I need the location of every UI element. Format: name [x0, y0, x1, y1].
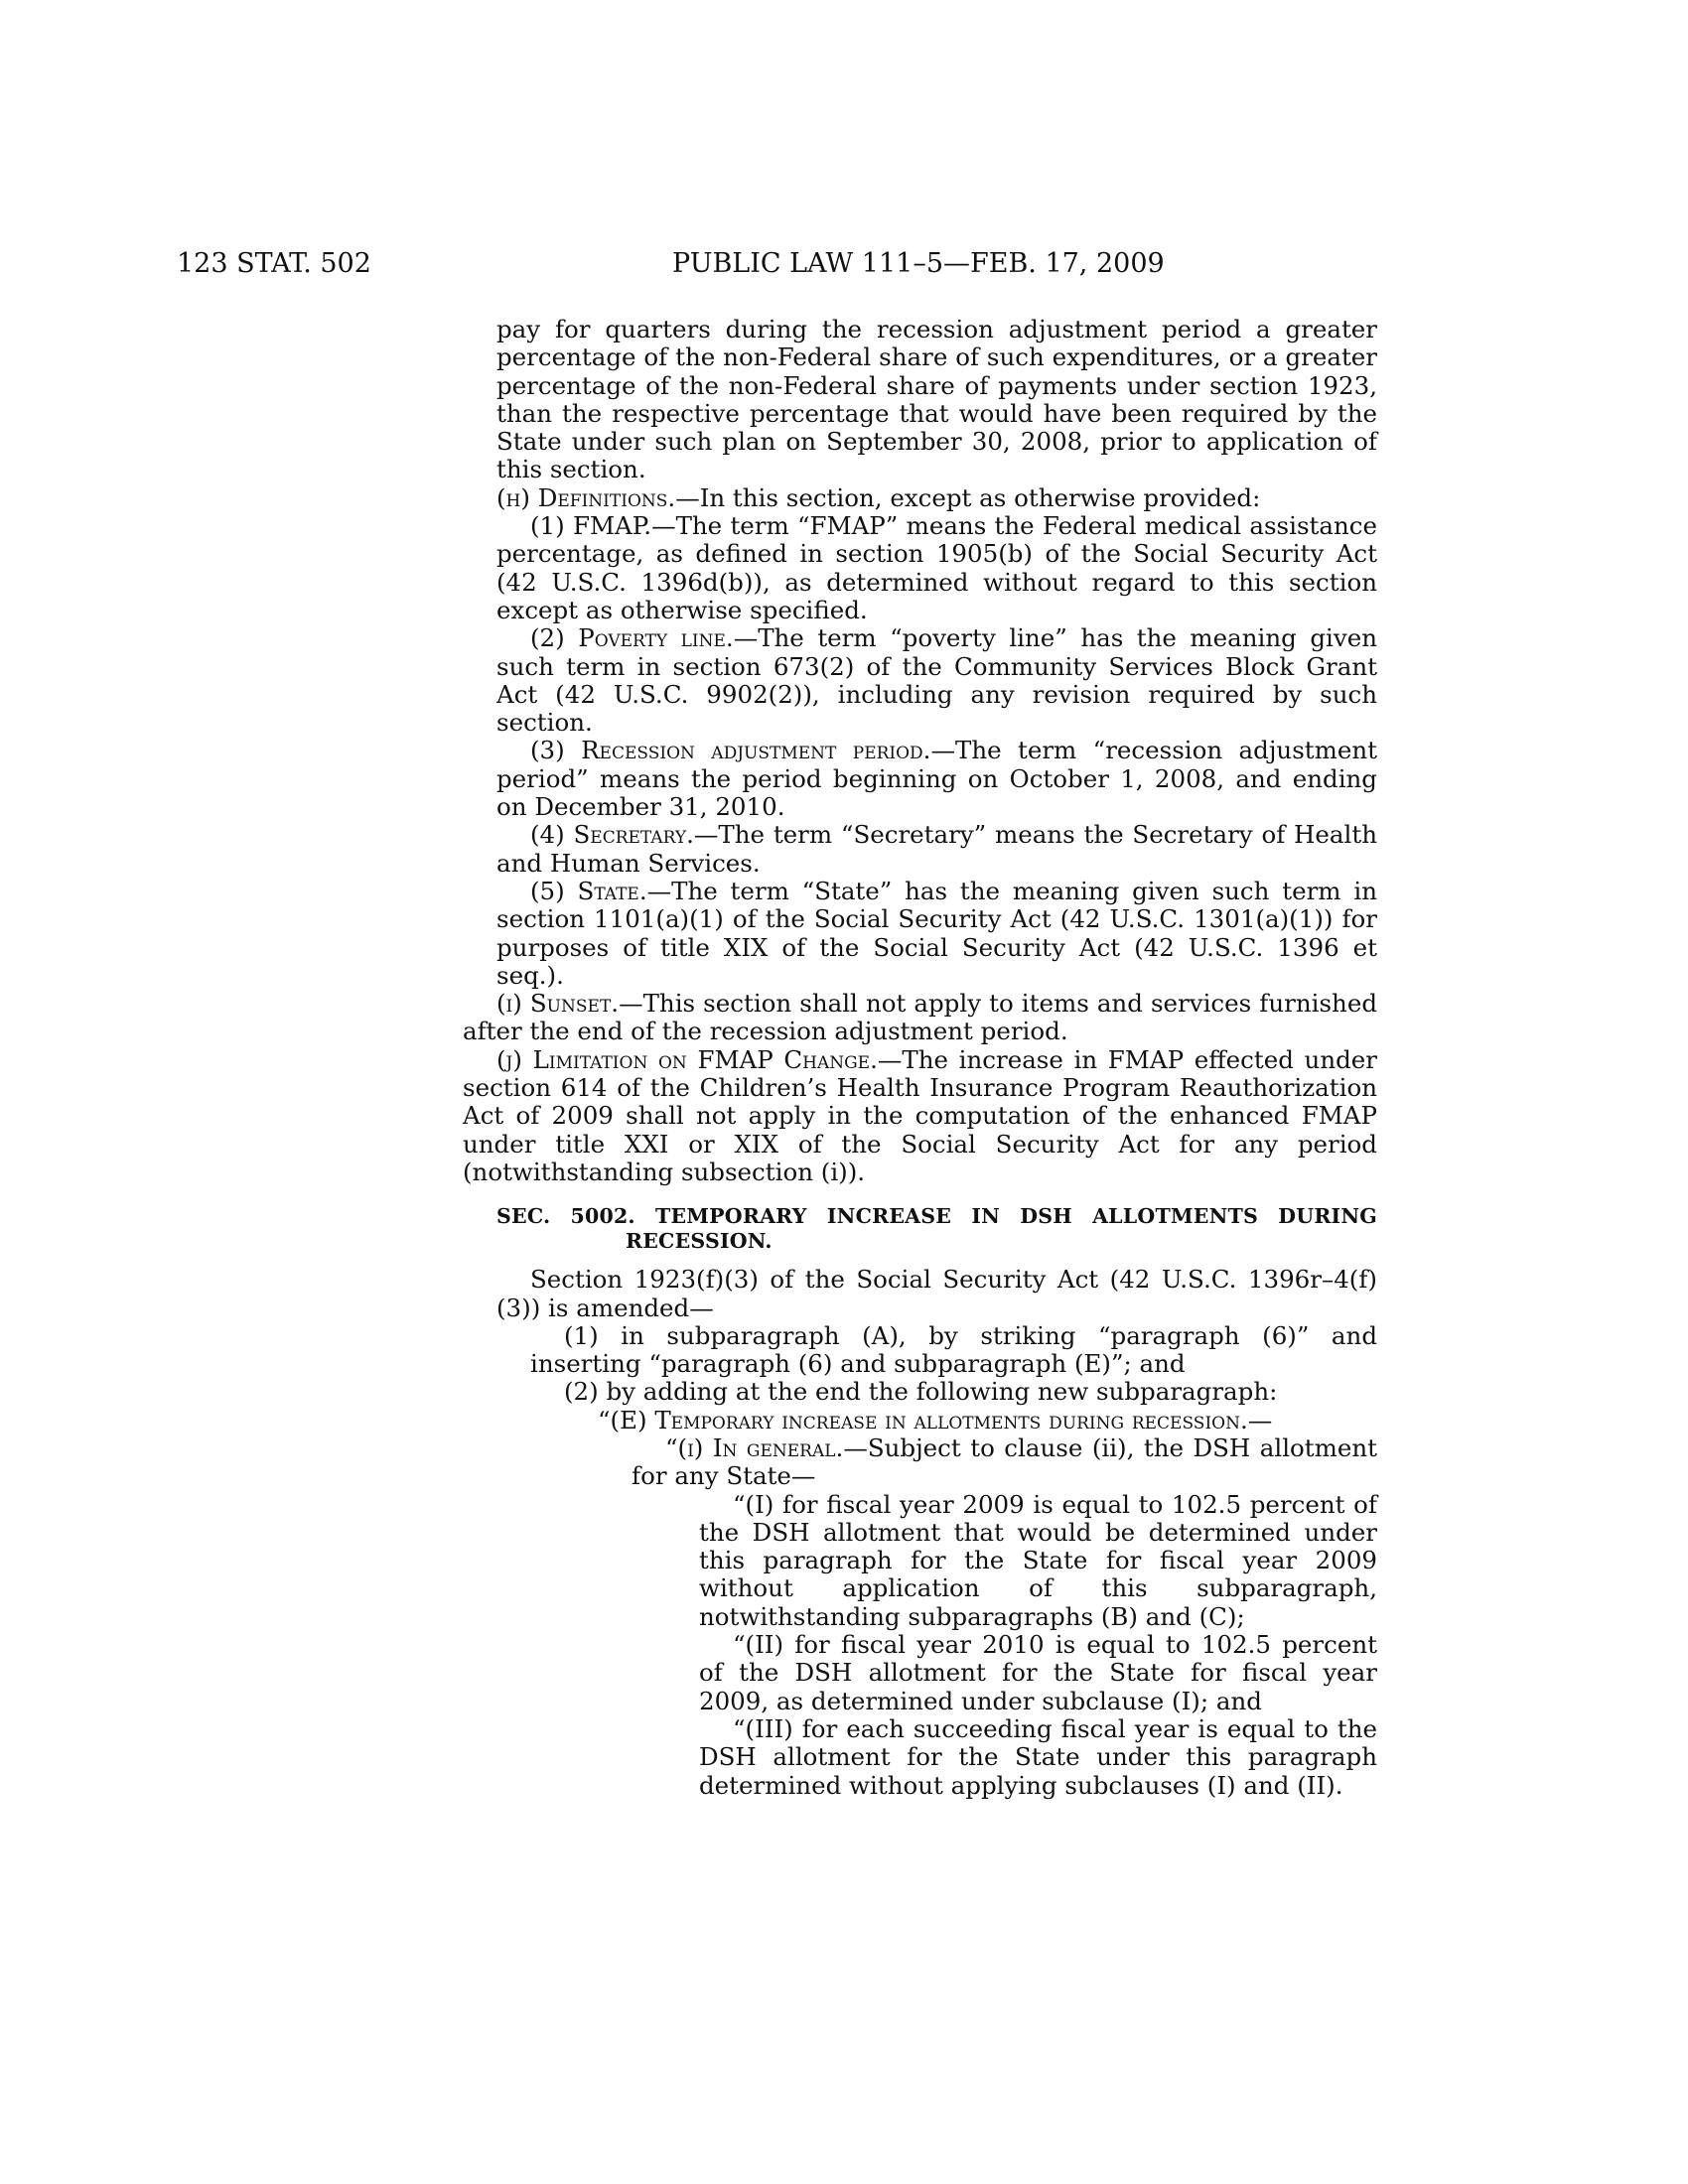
subsection-j-limitation	[463, 1046, 1377, 1186]
continuation-paragraph: pay for quarters during the recession adjustment period a greater percentage of the non-Federal share of such expenditures, or a greater percentage of the non-Federal share of payments under section 1923, than the respective percentage that would have been required by the State under such plan on September 30, 2008, prior to application of this section.	[496, 315, 1377, 484]
definition-text: —The term “recession adjustment period” means the period beginning on October 1, 2008, and ending on December 31, 2010.	[496, 736, 1377, 822]
definition-heading: (5) State.	[530, 876, 647, 905]
definition-secretary	[496, 821, 1377, 878]
definition-text: —The term “Secretary” means the Secretary of Health and Human Services.	[496, 820, 1377, 878]
definition-recession-adjustment-period	[496, 737, 1377, 821]
section-intro: Section 1923(f)(3) of the Social Security Act (42 U.S.C. 1396r–4(f)(3)) is amended—	[496, 1265, 1377, 1322]
subsection-h-text: —In this section, except as otherwise provided:	[675, 482, 1261, 512]
clause-i	[632, 1434, 1377, 1491]
definition-fmap	[496, 512, 1377, 624]
subparagraph-e-heading: “(E) Temporary increase in allotments during recession.—	[598, 1405, 1273, 1434]
subclause-III: “(III) for each succeeding fiscal year is equal to the DSH allotment for the State under this paragraph determined without applying subclauses (I) and (II).	[699, 1713, 1377, 1800]
page-reference: 123 STAT. 502	[177, 248, 371, 279]
subclause-I: “(I) for fiscal year 2009 is equal to 102.5 percent of the DSH allotment that would be determined under this paragraph for the State for fiscal year 2009 without application of this subparagraph, notwithstanding subparagraphs (B) and (C);	[699, 1489, 1377, 1631]
definition-state	[496, 878, 1377, 990]
subsection-j-heading: (j) Limitation on FMAP Change.	[496, 1044, 878, 1074]
law-title-date: PUBLIC LAW 111–5—FEB. 17, 2009	[672, 248, 1165, 279]
definition-heading: (1) FMAP.	[530, 511, 652, 541]
subsection-j-text: —The increase in FMAP effected under section 614 of the Children’s Health Insurance Program Reauthorization Act of 2009 shall not apply in the computation of the enhanced FMAP under title XXI or XIX of the Social Security Act for any period (notwithstanding subsection (i)).	[463, 1044, 1377, 1186]
definition-heading: (2) Poverty line.	[530, 623, 734, 653]
amendment-item-1: (1) in subparagraph (A), by striking “paragraph (6)” and inserting “paragraph (6) and subparagraph (E)”; and	[530, 1320, 1377, 1379]
subsection-i-heading: (i) Sunset.	[496, 989, 620, 1019]
clause-i-heading: “(i) In general.	[665, 1433, 844, 1462]
subsection-h	[463, 484, 1377, 512]
definition-text: —The term “poverty line” has the meaning given such term in section 673(2) of the Community Services Block Grant Act (42 U.S.C. 9902(2)), including any revision required by such section.	[496, 623, 1377, 738]
subsection-h-heading: (h) Definitions.	[496, 482, 676, 512]
definition-heading: (4) Secretary.	[530, 820, 694, 850]
definition-poverty-line	[496, 624, 1377, 737]
subclause-II: “(II) for fiscal year 2010 is equal to 102.5 percent of the DSH allotment for the State for fiscal year 2009, as determined under subclause (I); and	[699, 1630, 1377, 1715]
amendment-item-2: (2) by adding at the end the following new subparagraph:	[564, 1377, 1278, 1407]
page-header	[0, 248, 1688, 288]
definition-text: —The term “FMAP” means the Federal medical assistance percentage, as defined in section 1905(b) of the Social Security Act (42 U.S.C. 1396d(b)), as determined without regard to this section except as otherwise specified.	[496, 511, 1377, 624]
subsection-i-sunset	[463, 990, 1377, 1046]
clause-i-text: —Subject to clause (ii), the DSH allotment for any State—	[632, 1433, 1378, 1491]
statute-body	[463, 315, 1378, 1800]
section-heading: SEC. 5002. TEMPORARY INCREASE IN DSH ALLOTMENTS DURING RECESSION.	[496, 1204, 1377, 1254]
definition-text: —The term “State” has the meaning given such term in section 1101(a)(1) of the Social Security Act (42 U.S.C. 1301(a)(1)) for purposes of title XIX of the Social Security Act (42 U.S.C. 1396 et seq.).	[496, 876, 1377, 990]
subsection-i-text: —This section shall not apply to items and services furnished after the end of the recession adjustment period.	[463, 989, 1377, 1046]
definition-heading: (3) Recession adjustment period.	[530, 736, 931, 765]
